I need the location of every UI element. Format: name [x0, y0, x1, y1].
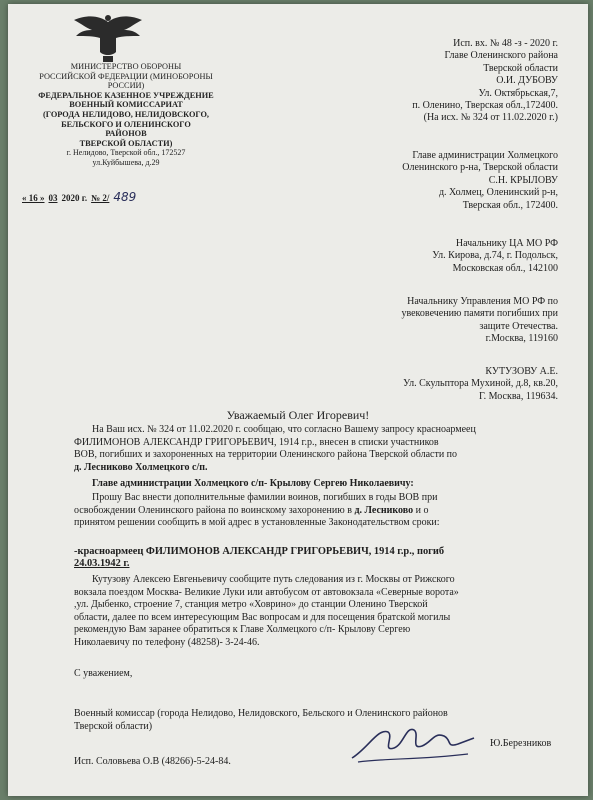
double-headed-eagle-emblem-icon: [70, 12, 146, 64]
ministry-short: РОССИЙСКОЙ ФЕДЕРАЦИИ (МИНОБОРОНЫ РОССИИ): [39, 71, 213, 91]
handwritten-signature-icon: [348, 718, 478, 768]
soldier-entry: -красноармеец ФИЛИМОНОВ АЛЕКСАНДР ГРИГОРЬЕВИЧ, 1914 г.р., погиб 24.03.1942 г.: [74, 546, 445, 569]
institution-type: ФЕДЕРАЛЬНОЕ КАЗЕННОЕ УЧРЕЖДЕНИЕ: [38, 90, 214, 100]
handwritten-number: 489: [113, 190, 137, 204]
ministry-name: МИНИСТЕРСТВО ОБОРОНЫ: [70, 62, 182, 71]
commissariat-name-3: БЕЛЬСКОГО И ОЛЕНИНСКОГО: [61, 119, 191, 129]
recipient-3: Начальнику ЦА МО РФ Ул. Кирова, д.74, г. Подольск, Московская обл., 142100: [432, 238, 558, 274]
addressee-heading: Главе администрации Холмецкого с/п- Крылову Сергею Николаевичу:: [92, 478, 414, 489]
organization-block: [22, 62, 230, 168]
signer-name: Ю.Березников: [490, 738, 552, 749]
paragraph-1: На Ваш исх. № 324 от 11.02.2020 г. сообщаю, что согласно Вашему запросу красноармеец ФИЛИМОНОВ АЛЕКСАНДР ГРИГОРЬЕВИЧ, 1914 г.р., внесен в списки участников ВОВ, погибших и захороненных на территории Оленинского района Тверской области по д. Лесниково Холмецкого с/п.: [74, 424, 476, 473]
commissariat-name-4: РАЙОНОВ: [105, 129, 147, 139]
executor-contact: Исп. Соловьева О.В (48266)-5-24-84.: [74, 756, 231, 767]
org-address-2: ул.Куйбышева, д.29: [92, 157, 160, 167]
recipient-2: Главе администрации Холмецкого Оленинского р-на, Тверской области С.Н. КРЫЛОВУ д. Холмец, Оленинский р-н, Тверская обл., 172400.: [402, 150, 558, 211]
paragraph-3: Кутузову Алексею Евгеньевичу сообщите путь следования из г. Москвы от Рижского вокзала поездом Москва- Великие Луки или автобусом от автовокзала «Северные ворота» ,ул. Дыбенко, строение 7, станция метро «Ховрино» до станции Оленино Тверской области, далее по всем интересующим Вас вопросам и для посещения братской могилы рекомендую Вам заранее обратиться к Главе Холмецкого с/п- Крылову Сергею Николаевичу по телефону (48258)- 3-24-46.: [74, 574, 459, 648]
paragraph-2: Прошу Вас внести дополнительные фамилии воинов, погибших в годы ВОВ при освобождении Оленинского района по воинскому захоронению в д. Лесниково и о принятом решении сообщить в мой адрес в установленные Законодательством сроки:: [74, 492, 440, 529]
signer-title: Военный комиссар (города Нелидово, Нелидовского, Бельского и Оленинского районов Тверской области): [74, 708, 448, 732]
recipient-1: Исп. вх. № 48 -з - 2020 г. Главе Оленинского района Тверской области О.И. ДУБОВУ Ул. Октябрьская,7, п. Оленино, Тверская обл.,172400. (На исх. № 324 от 11.02.2020 г.): [412, 38, 558, 124]
outgoing-reference: « 16 » 03 2020 г. № 2/ 489: [22, 190, 137, 204]
commissariat-name-5: ТВЕРСКОЙ ОБЛАСТИ): [79, 138, 173, 148]
recipient-5: КУТУЗОВУ А.Е. Ул. Скульптора Мухиной, д.8, кв.20, Г. Москва, 119634.: [403, 366, 558, 402]
closing: С уважением,: [74, 668, 133, 679]
commissariat-name-2: (ГОРОДА НЕЛИДОВО, НЕЛИДОВСКОГО,: [43, 109, 209, 119]
letter-page: [8, 4, 588, 796]
org-address-1: г. Нелидово, Тверской обл., 172527: [66, 148, 186, 158]
salutation: Уважаемый Олег Игоревич!: [226, 408, 370, 422]
recipient-4: Начальнику Управления МО РФ по увековечению памяти погибших при защите Отечества. г.Москва, 119160: [401, 296, 558, 345]
commissariat-name-1: ВОЕННЫЙ КОМИССАРИАТ: [69, 100, 183, 110]
